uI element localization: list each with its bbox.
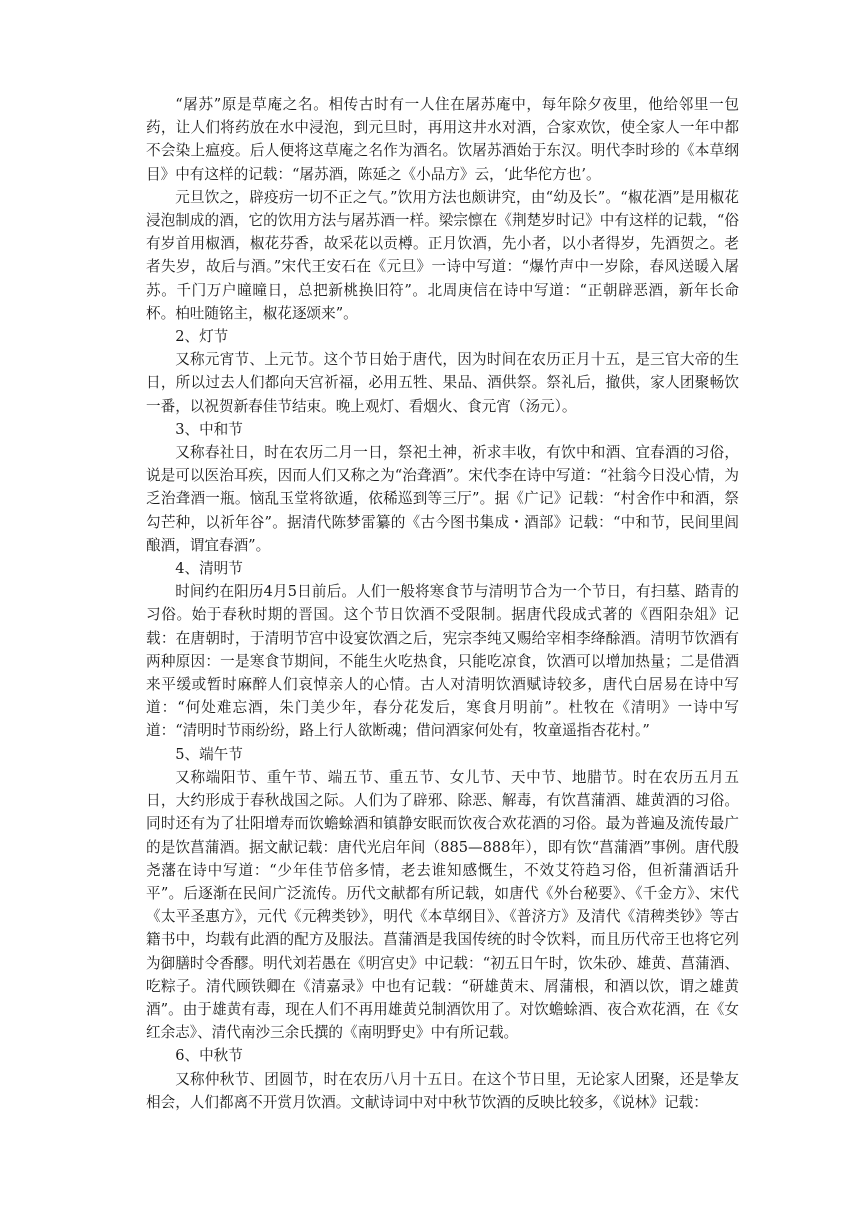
section-heading-lantern-festival: 2、灯节 bbox=[175, 328, 229, 346]
section-body-dragon-boat-festival: 又称端阳节、重午节、端五节、重五节、女儿节、天中节、地腊节。时在农历五月五日，大约形成于春秋战国之际。人们为了辟邪、除恶、解毒，有饮菖蒲酒、雄黄酒的习俗。同时还有为了壮阳增寿而饮蟾蜍酒和镇静安眠而饮夜合欢花酒的习俗。最为普遍及流传最广的是饮菖蒲酒。据文献记载：唐代光启年间（885—888年），即有饮“菖蒲酒”事例。唐代殷尧藩在诗中写道：“少年佳节倍多情，老去谁知感慨生，不效艾符趋习俗，但祈蒲酒话升平”。后逐渐在民间广泛流传。历代文献都有所记载，如唐代《外台秘要》、《千金方》、宋代《太平圣惠方》，元代《元稗类钞》，明代《本草纲目》、《普济方》及清代《清稗类钞》等古籍书中，均载有此酒的配方及服法。菖蒲酒是我国传统的时令饮料，而且历代帝王也将它列为御膳时令香醪。明代刘若愚在《明宫史》中记载：“初五日午时，饮朱砂、雄黄、菖蒲酒、吃粽子。清代顾铁卿在《清嘉录》中也有记载：“研雄黄末、屑蒲根，和酒以饮，谓之雄黄酒”。由于雄黄有毒，现在人们不再用雄黄兑制酒饮用了。对饮蟾蜍酒、夜合欢花酒，在《女红余志》、清代南沙三余氏撰的《南明野史》中有所记载。 bbox=[146, 768, 739, 1042]
section-body-qingming-festival: 时间约在阳历4月5日前后。人们一般将寒食节与清明节合为一个节日，有扫墓、踏青的习俗。始于春秋时期的晋国。这个节日饮酒不受限制。据唐代段成式著的《酉阳杂俎》记载：在唐朝时，于清明节宫中设宴饮酒之后，宪宗李纯又赐给宰相李绛酴酒。清明节饮酒有两种原因：一是寒食节期间，不能生火吃热食，只能吃凉食，饮酒可以增加热量；二是借酒来平缓或暂时麻醉人们哀悼亲人的心情。古人对清明饮酒赋诗较多，唐代白居易在诗中写道：“何处难忘酒，朱门美少年，春分花发后，寒食月明前”。杜牧在《清明》一诗中写道：“清明时节雨纷纷，路上行人欲断魂；借问酒家何处有，牧童遥指杏花村。” bbox=[146, 583, 739, 740]
section-body-zhonghe-festival: 又称春社日，时在农历二月一日，祭祀土神，祈求丰收，有饮中和酒、宜春酒的习俗，说是可以医治耳疾，因而人们又称之为“治聋酒”。宋代李在诗中写道：“社翁今日没心情，为乏治聋酒一瓶。恼乱玉堂将欲遁，依稀巡到等三厅”。据《广记》记载：“村舍作中和酒，祭勾芒种，以祈年谷”。据清代陈梦雷纂的《古今图书集成・酒部》记载：“中和节，民间里闾酿酒，谓宜春酒”。 bbox=[146, 444, 739, 554]
paragraph-tusu-wine: “屠苏”原是草庵之名。相传古时有一人住在屠苏庵中，每年除夕夜里，他给邻里一包药，让人们将药放在水中浸泡，到元旦时，再用这井水对酒，合家欢饮，使全家人一年中都不会染上瘟疫。后人便将这草庵之名作为酒名。饮屠苏酒始于东汉。明代李时珍的《本草纲目》中有这样的记载：“屠苏酒，陈延之《小品方》云，‘此华佗方也’。 bbox=[146, 96, 739, 183]
paragraph-pepper-flower-wine: 元旦饮之，辟疫疠一切不正之气。”饮用方法也颇讲究，由“幼及长”。“椒花酒”是用椒花浸泡制成的酒，它的饮用方法与屠苏酒一样。梁宗懔在《荆楚岁时记》中有这样的记载，“俗有岁首用椒酒，椒花芬香，故采花以贡樽。正月饮酒，先小者，以小者得岁，先酒贺之。老者失岁，故后与酒。”宋代王安石在《元旦》一诗中写道：“爆竹声中一岁除，春风送暖入屠苏。千门万户曈曈日，总把新桃换旧符”。北周庚信在诗中写道：“正朝辟恶酒，新年长命杯。柏吐随铭主，椒花逐颂来”。 bbox=[146, 188, 739, 322]
section-heading-mid-autumn-festival: 6、中秋节 bbox=[175, 1047, 243, 1065]
section-heading-dragon-boat-festival: 5、端午节 bbox=[175, 745, 243, 763]
document-body bbox=[146, 93, 739, 1114]
section-heading-zhonghe-festival: 3、中和节 bbox=[175, 420, 243, 438]
section-body-mid-autumn-festival: 又称仲秋节、团圆节，时在农历八月十五日。在这个节日里，无论家人团聚，还是挚友相会，人们都离不开赏月饮酒。文献诗词中对中秋节饮酒的反映比较多，《说林》记载： bbox=[146, 1070, 739, 1111]
section-heading-qingming-festival: 4、清明节 bbox=[175, 560, 243, 578]
section-body-lantern-festival: 又称元宵节、上元节。这个节日始于唐代，因为时间在农历正月十五，是三官大帝的生日，所以过去人们都向天宫祈福，必用五牲、果品、酒供祭。祭礼后，撤供，家人团聚畅饮一番，以祝贺新春佳节结束。晚上观灯、看烟火、食元宵（汤元）。 bbox=[146, 351, 739, 415]
